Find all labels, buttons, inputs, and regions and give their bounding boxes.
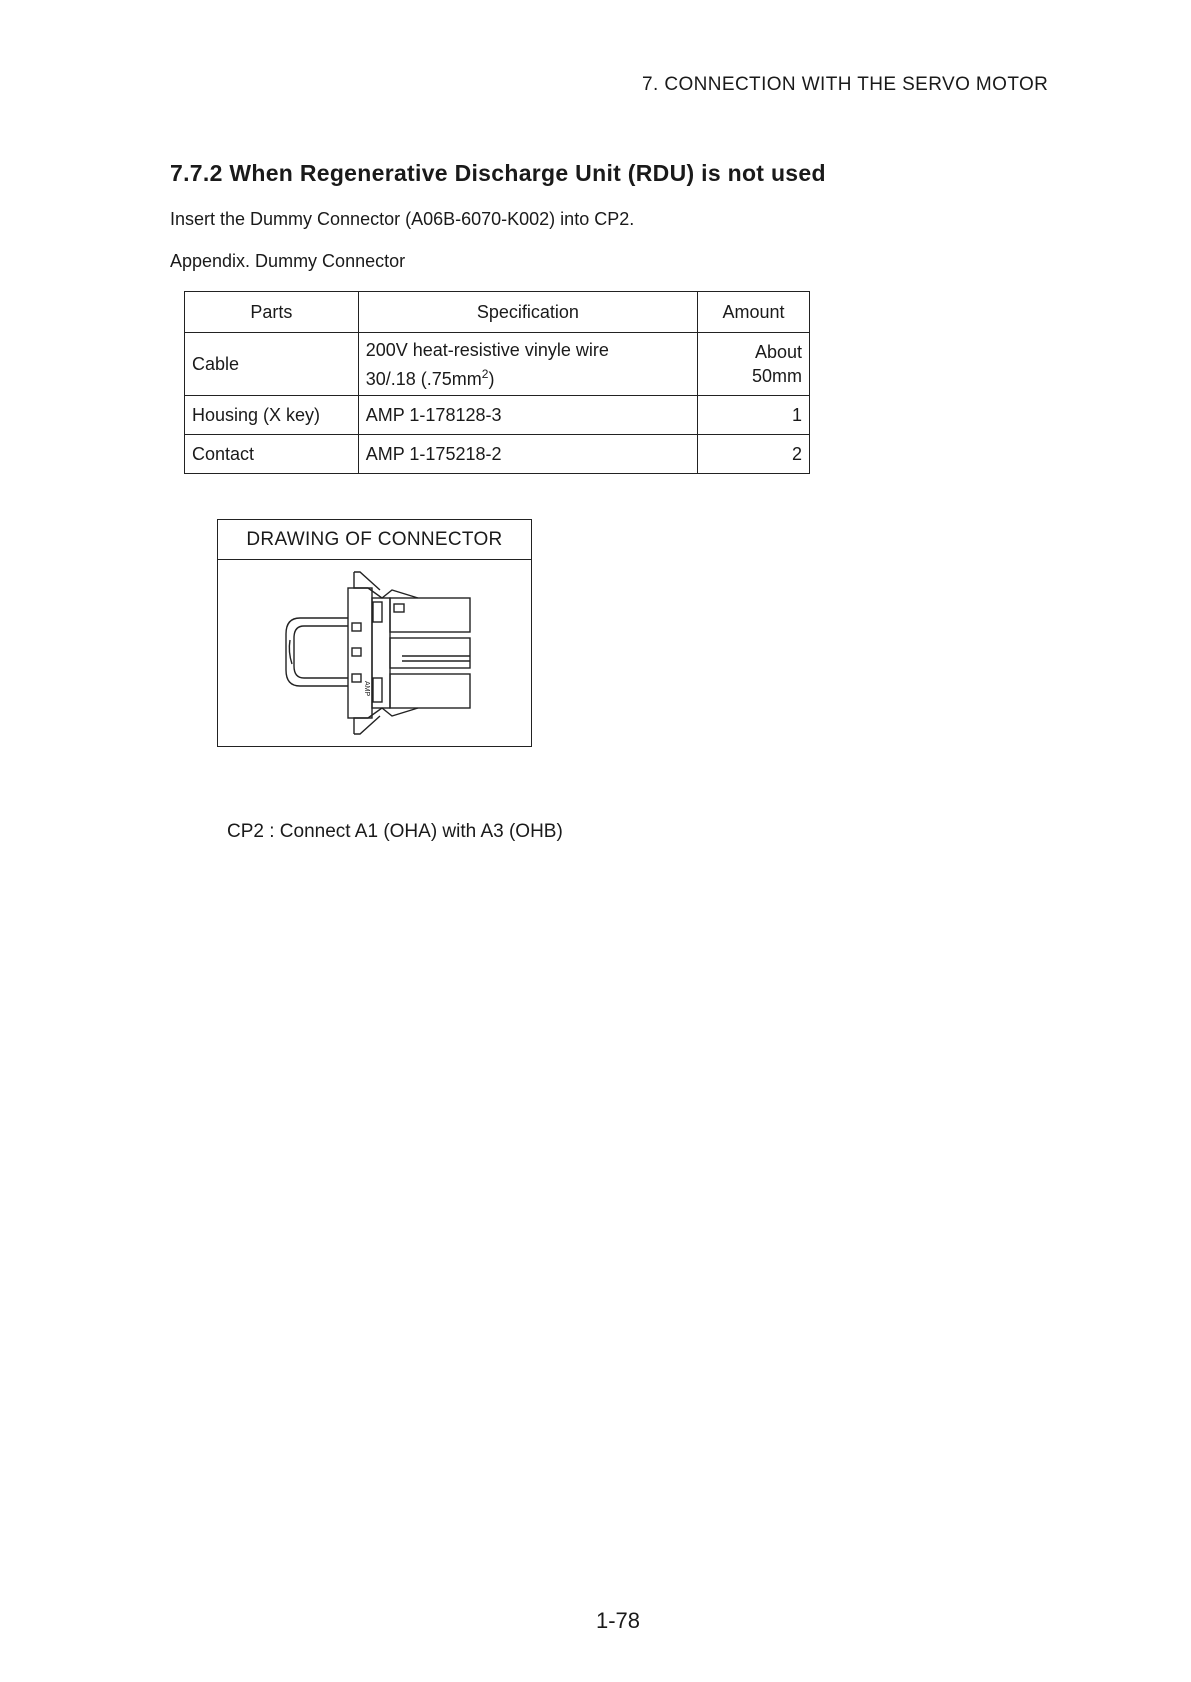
spec-line: 200V heat-resistive vinyle wire [365,339,609,360]
appendix-label: Appendix. Dummy Connector [170,251,406,271]
amount-cell [698,333,810,396]
spec-cell: AMP 1-178128-3 [358,396,697,435]
amount-cell: 2 [698,435,810,474]
header-specification: Specification [358,292,697,333]
table-header-row [185,292,810,333]
header-amount: Amount [698,292,810,333]
connection-note: CP2 : Connect A1 (OHA) with A3 (OHB) [227,821,563,842]
amp-stamp: AMP [363,681,370,697]
spec-cell: AMP 1-175218-2 [358,435,697,474]
instruction-text: Insert the Dummy Connector (A06B-6070-K002) into CP2. [170,209,635,229]
connector-drawing [218,560,531,746]
part-cell: Contact [185,435,359,474]
spec-cell [358,333,697,396]
parts-table [184,291,810,474]
part-cell: Cable [185,333,359,396]
header-parts: Parts [185,292,359,333]
table-row [185,435,810,474]
amount-line: 50mm [751,366,802,386]
connector-drawing-box [217,519,532,747]
running-header: 7. CONNECTION WITH THE SERVO MOTOR [642,74,1049,95]
spec-line [366,362,690,391]
superscript: 2 [481,366,489,381]
spec-tail: ) [488,368,495,389]
part-cell: Housing (X key) [185,396,359,435]
page-number: 1-78 [596,1608,641,1633]
section-heading: 7.7.2 When Regenerative Discharge Unit (RDU) is not used [170,160,826,186]
amount-line: About [754,342,802,362]
table-row [185,396,810,435]
table-row [185,333,810,396]
drawing-title: DRAWING OF CONNECTOR [218,520,531,560]
spec-text: 30/.18 (.75mm [365,368,482,389]
amount-cell: 1 [698,396,810,435]
